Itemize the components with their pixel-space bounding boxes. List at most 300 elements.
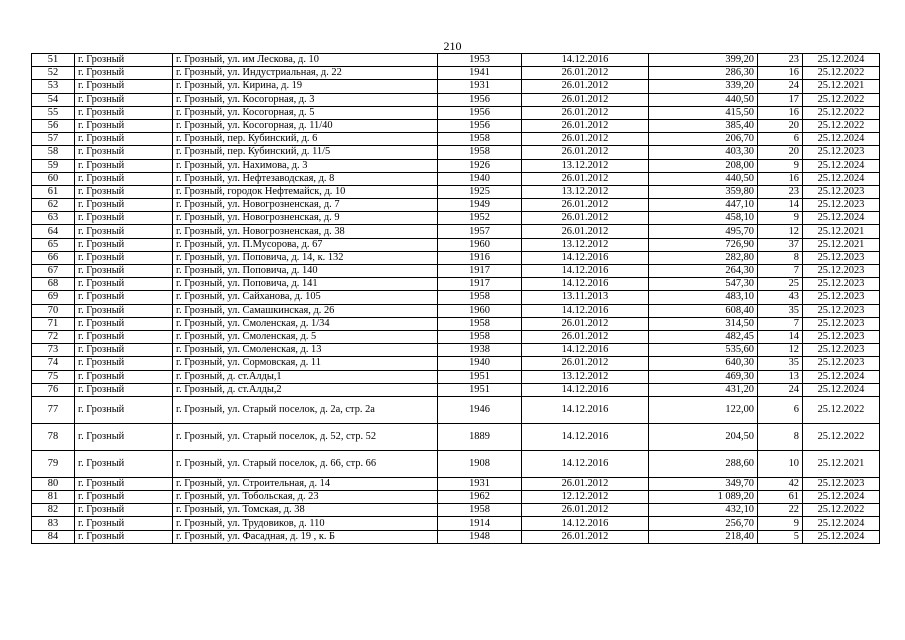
year-built-cell: 1914 (438, 517, 522, 530)
address-cell: г. Грозный, ул. Новогрозненская, д. 7 (173, 199, 438, 212)
due-date-cell: 25.12.2023 (803, 291, 880, 304)
city-cell: г. Грозный (75, 278, 173, 291)
count-cell: 22 (758, 504, 803, 517)
area-cell: 206,70 (649, 133, 758, 146)
address-cell: г. Грозный, ул. Старый поселок, д. 66, стр. 66 (173, 450, 438, 477)
row-number: 68 (32, 278, 75, 291)
area-cell: 339,20 (649, 80, 758, 93)
area-cell: 385,40 (649, 119, 758, 132)
area-cell: 458,10 (649, 212, 758, 225)
row-number: 71 (32, 317, 75, 330)
address-cell: г. Грозный, ул. Нефтезаводская, д. 8 (173, 172, 438, 185)
table-row (32, 133, 880, 146)
table-row (32, 317, 880, 330)
row-number: 80 (32, 477, 75, 490)
date-cell: 13.12.2012 (522, 185, 649, 198)
table-row (32, 80, 880, 93)
address-cell: г. Грозный, ул. Фасадная, д. 19 , к. Б (173, 530, 438, 543)
due-date-cell: 25.12.2024 (803, 383, 880, 396)
table-row (32, 225, 880, 238)
year-built-cell: 1931 (438, 477, 522, 490)
row-number: 73 (32, 344, 75, 357)
row-number: 84 (32, 530, 75, 543)
address-cell: г. Грозный, городок Нефтемайск, д. 10 (173, 185, 438, 198)
row-number: 51 (32, 54, 75, 67)
due-date-cell: 25.12.2022 (803, 504, 880, 517)
city-cell: г. Грозный (75, 530, 173, 543)
date-cell: 14.12.2016 (522, 251, 649, 264)
due-date-cell: 25.12.2021 (803, 225, 880, 238)
date-cell: 26.01.2012 (522, 212, 649, 225)
table-row (32, 530, 880, 543)
area-cell: 469,30 (649, 370, 758, 383)
area-cell: 1 089,20 (649, 491, 758, 504)
due-date-cell: 25.12.2023 (803, 330, 880, 343)
table-row (32, 423, 880, 450)
due-date-cell: 25.12.2024 (803, 491, 880, 504)
count-cell: 35 (758, 304, 803, 317)
row-number: 63 (32, 212, 75, 225)
year-built-cell: 1958 (438, 330, 522, 343)
table-row (32, 304, 880, 317)
due-date-cell: 25.12.2021 (803, 80, 880, 93)
city-cell: г. Грозный (75, 93, 173, 106)
row-number: 78 (32, 423, 75, 450)
city-cell: г. Грозный (75, 330, 173, 343)
row-number: 67 (32, 265, 75, 278)
table-row (32, 106, 880, 119)
city-cell: г. Грозный (75, 304, 173, 317)
count-cell: 16 (758, 106, 803, 119)
address-cell: г. Грозный, ул. Смоленская, д. 13 (173, 344, 438, 357)
area-cell: 204,50 (649, 423, 758, 450)
row-number: 70 (32, 304, 75, 317)
count-cell: 14 (758, 199, 803, 212)
due-date-cell: 25.12.2021 (803, 238, 880, 251)
year-built-cell: 1962 (438, 491, 522, 504)
city-cell: г. Грозный (75, 357, 173, 370)
area-cell: 640,30 (649, 357, 758, 370)
table-row (32, 238, 880, 251)
city-cell: г. Грозный (75, 199, 173, 212)
area-cell: 415,50 (649, 106, 758, 119)
address-cell: г. Грозный, ул. Косогорная, д. 5 (173, 106, 438, 119)
row-number: 81 (32, 491, 75, 504)
area-cell: 122,00 (649, 396, 758, 423)
row-number: 57 (32, 133, 75, 146)
area-cell: 483,10 (649, 291, 758, 304)
table-row (32, 491, 880, 504)
row-number: 60 (32, 172, 75, 185)
count-cell: 23 (758, 185, 803, 198)
city-cell: г. Грозный (75, 450, 173, 477)
address-cell: г. Грозный, ул. П.Мусорова, д. 67 (173, 238, 438, 251)
city-cell: г. Грозный (75, 491, 173, 504)
year-built-cell: 1916 (438, 251, 522, 264)
row-number: 55 (32, 106, 75, 119)
count-cell: 7 (758, 265, 803, 278)
row-number: 75 (32, 370, 75, 383)
row-number: 64 (32, 225, 75, 238)
area-cell: 286,30 (649, 67, 758, 80)
city-cell: г. Грозный (75, 119, 173, 132)
date-cell: 14.12.2016 (522, 54, 649, 67)
date-cell: 13.11.2013 (522, 291, 649, 304)
city-cell: г. Грозный (75, 383, 173, 396)
area-cell: 349,70 (649, 477, 758, 490)
count-cell: 12 (758, 225, 803, 238)
count-cell: 8 (758, 423, 803, 450)
year-built-cell: 1940 (438, 357, 522, 370)
address-cell: г. Грозный, ул. Трудовиков, д. 110 (173, 517, 438, 530)
count-cell: 43 (758, 291, 803, 304)
count-cell: 9 (758, 517, 803, 530)
count-cell: 8 (758, 251, 803, 264)
date-cell: 26.01.2012 (522, 199, 649, 212)
date-cell: 13.12.2012 (522, 238, 649, 251)
table-row (32, 477, 880, 490)
count-cell: 17 (758, 93, 803, 106)
table-body (32, 54, 880, 544)
year-built-cell: 1960 (438, 238, 522, 251)
date-cell: 26.01.2012 (522, 330, 649, 343)
year-built-cell: 1951 (438, 370, 522, 383)
row-number: 83 (32, 517, 75, 530)
city-cell: г. Грозный (75, 504, 173, 517)
date-cell: 26.01.2012 (522, 80, 649, 93)
due-date-cell: 25.12.2022 (803, 93, 880, 106)
due-date-cell: 25.12.2024 (803, 172, 880, 185)
city-cell: г. Грозный (75, 396, 173, 423)
count-cell: 6 (758, 133, 803, 146)
table-row (32, 450, 880, 477)
row-number: 69 (32, 291, 75, 304)
address-cell: г. Грозный, д. ст.Алды,1 (173, 370, 438, 383)
address-cell: г. Грозный, ул. Кирина, д. 19 (173, 80, 438, 93)
address-cell: г. Грозный, ул. Томская, д. 38 (173, 504, 438, 517)
date-cell: 26.01.2012 (522, 119, 649, 132)
city-cell: г. Грозный (75, 291, 173, 304)
area-cell: 282,80 (649, 251, 758, 264)
due-date-cell: 25.12.2023 (803, 344, 880, 357)
count-cell: 35 (758, 357, 803, 370)
date-cell: 26.01.2012 (522, 317, 649, 330)
address-cell: г. Грозный, ул. Индустриальная, д. 22 (173, 67, 438, 80)
row-number: 77 (32, 396, 75, 423)
row-number: 61 (32, 185, 75, 198)
row-number: 79 (32, 450, 75, 477)
due-date-cell: 25.12.2022 (803, 423, 880, 450)
count-cell: 16 (758, 67, 803, 80)
table-row (32, 265, 880, 278)
date-cell: 26.01.2012 (522, 146, 649, 159)
year-built-cell: 1917 (438, 278, 522, 291)
count-cell: 9 (758, 212, 803, 225)
due-date-cell: 25.12.2023 (803, 251, 880, 264)
count-cell: 25 (758, 278, 803, 291)
row-number: 53 (32, 80, 75, 93)
city-cell: г. Грозный (75, 172, 173, 185)
city-cell: г. Грозный (75, 265, 173, 278)
table-row (32, 119, 880, 132)
address-cell: г. Грозный, ул. Смоленская, д. 5 (173, 330, 438, 343)
table-row (32, 370, 880, 383)
area-cell: 482,45 (649, 330, 758, 343)
year-built-cell: 1931 (438, 80, 522, 93)
date-cell: 26.01.2012 (522, 93, 649, 106)
area-cell: 447,10 (649, 199, 758, 212)
address-cell: г. Грозный, ул. Косогорная, д. 3 (173, 93, 438, 106)
date-cell: 26.01.2012 (522, 133, 649, 146)
address-cell: г. Грозный, ул. Новогрозненская, д. 38 (173, 225, 438, 238)
date-cell: 14.12.2016 (522, 423, 649, 450)
area-cell: 535,60 (649, 344, 758, 357)
area-cell: 440,50 (649, 93, 758, 106)
table-row (32, 344, 880, 357)
due-date-cell: 25.12.2024 (803, 212, 880, 225)
date-cell: 26.01.2012 (522, 504, 649, 517)
address-cell: г. Грозный, ул. Смоленская, д. 1/34 (173, 317, 438, 330)
table-row (32, 185, 880, 198)
table-row (32, 278, 880, 291)
year-built-cell: 1926 (438, 159, 522, 172)
year-built-cell: 1941 (438, 67, 522, 80)
year-built-cell: 1946 (438, 396, 522, 423)
address-cell: г. Грозный, ул. Тобольская, д. 23 (173, 491, 438, 504)
address-cell: г. Грозный, ул. Поповича, д. 140 (173, 265, 438, 278)
count-cell: 20 (758, 146, 803, 159)
due-date-cell: 25.12.2023 (803, 265, 880, 278)
date-cell: 14.12.2016 (522, 517, 649, 530)
due-date-cell: 25.12.2024 (803, 370, 880, 383)
row-number: 52 (32, 67, 75, 80)
date-cell: 26.01.2012 (522, 172, 649, 185)
year-built-cell: 1953 (438, 54, 522, 67)
year-built-cell: 1908 (438, 450, 522, 477)
area-cell: 495,70 (649, 225, 758, 238)
due-date-cell: 25.12.2023 (803, 278, 880, 291)
row-number: 54 (32, 93, 75, 106)
housing-registry-table (31, 53, 880, 544)
count-cell: 13 (758, 370, 803, 383)
area-cell: 432,10 (649, 504, 758, 517)
date-cell: 13.12.2012 (522, 370, 649, 383)
count-cell: 6 (758, 396, 803, 423)
table-row (32, 159, 880, 172)
count-cell: 24 (758, 80, 803, 93)
area-cell: 399,20 (649, 54, 758, 67)
page-number: 210 (443, 39, 462, 53)
address-cell: г. Грозный, ул. Сормовская, д. 11 (173, 357, 438, 370)
date-cell: 26.01.2012 (522, 357, 649, 370)
year-built-cell: 1960 (438, 304, 522, 317)
address-cell: г. Грозный, пер. Кубинский, д. 6 (173, 133, 438, 146)
address-cell: г. Грозный, д. ст.Алды,2 (173, 383, 438, 396)
table-row (32, 67, 880, 80)
area-cell: 288,60 (649, 450, 758, 477)
date-cell: 14.12.2016 (522, 450, 649, 477)
table-row (32, 330, 880, 343)
year-built-cell: 1952 (438, 212, 522, 225)
due-date-cell: 25.12.2022 (803, 67, 880, 80)
year-built-cell: 1957 (438, 225, 522, 238)
table-row (32, 383, 880, 396)
table-row (32, 146, 880, 159)
year-built-cell: 1948 (438, 530, 522, 543)
address-cell: г. Грозный, ул. Поповича, д. 14, к. 132 (173, 251, 438, 264)
year-built-cell: 1940 (438, 172, 522, 185)
year-built-cell: 1958 (438, 133, 522, 146)
year-built-cell: 1949 (438, 199, 522, 212)
row-number: 74 (32, 357, 75, 370)
due-date-cell: 25.12.2024 (803, 530, 880, 543)
row-number: 65 (32, 238, 75, 251)
count-cell: 9 (758, 159, 803, 172)
area-cell: 726,90 (649, 238, 758, 251)
due-date-cell: 25.12.2022 (803, 106, 880, 119)
row-number: 66 (32, 251, 75, 264)
row-number: 59 (32, 159, 75, 172)
table-row (32, 54, 880, 67)
table-row (32, 251, 880, 264)
row-number: 72 (32, 330, 75, 343)
date-cell: 14.12.2016 (522, 265, 649, 278)
city-cell: г. Грозный (75, 146, 173, 159)
due-date-cell: 25.12.2024 (803, 54, 880, 67)
city-cell: г. Грозный (75, 517, 173, 530)
area-cell: 264,30 (649, 265, 758, 278)
table-row (32, 396, 880, 423)
address-cell: г. Грозный, ул. Поповича, д. 141 (173, 278, 438, 291)
year-built-cell: 1889 (438, 423, 522, 450)
due-date-cell: 25.12.2024 (803, 159, 880, 172)
date-cell: 13.12.2012 (522, 159, 649, 172)
date-cell: 14.12.2016 (522, 396, 649, 423)
year-built-cell: 1956 (438, 93, 522, 106)
table-row (32, 172, 880, 185)
table-row (32, 517, 880, 530)
date-cell: 26.01.2012 (522, 477, 649, 490)
address-cell: г. Грозный, ул. Косогорная, д. 11/40 (173, 119, 438, 132)
date-cell: 14.12.2016 (522, 344, 649, 357)
count-cell: 10 (758, 450, 803, 477)
table-row (32, 291, 880, 304)
year-built-cell: 1917 (438, 265, 522, 278)
due-date-cell: 25.12.2021 (803, 450, 880, 477)
address-cell: г. Грозный, ул. Сайханова, д. 105 (173, 291, 438, 304)
date-cell: 14.12.2016 (522, 278, 649, 291)
due-date-cell: 25.12.2023 (803, 199, 880, 212)
year-built-cell: 1925 (438, 185, 522, 198)
year-built-cell: 1951 (438, 383, 522, 396)
year-built-cell: 1958 (438, 317, 522, 330)
count-cell: 37 (758, 238, 803, 251)
due-date-cell: 25.12.2023 (803, 477, 880, 490)
city-cell: г. Грозный (75, 106, 173, 119)
date-cell: 26.01.2012 (522, 225, 649, 238)
address-cell: г. Грозный, ул. Самашкинская, д. 26 (173, 304, 438, 317)
city-cell: г. Грозный (75, 477, 173, 490)
row-number: 58 (32, 146, 75, 159)
city-cell: г. Грозный (75, 80, 173, 93)
due-date-cell: 25.12.2023 (803, 317, 880, 330)
city-cell: г. Грозный (75, 133, 173, 146)
area-cell: 431,20 (649, 383, 758, 396)
city-cell: г. Грозный (75, 67, 173, 80)
city-cell: г. Грозный (75, 159, 173, 172)
address-cell: г. Грозный, ул. Старый поселок, д. 52, стр. 52 (173, 423, 438, 450)
area-cell: 256,70 (649, 517, 758, 530)
count-cell: 42 (758, 477, 803, 490)
count-cell: 14 (758, 330, 803, 343)
date-cell: 26.01.2012 (522, 67, 649, 80)
city-cell: г. Грозный (75, 238, 173, 251)
address-cell: г. Грозный, пер. Кубинский, д. 11/5 (173, 146, 438, 159)
date-cell: 26.01.2012 (522, 106, 649, 119)
due-date-cell: 25.12.2022 (803, 396, 880, 423)
row-number: 62 (32, 199, 75, 212)
address-cell: г. Грозный, ул. Новогрозненская, д. 9 (173, 212, 438, 225)
date-cell: 14.12.2016 (522, 304, 649, 317)
city-cell: г. Грозный (75, 344, 173, 357)
area-cell: 608,40 (649, 304, 758, 317)
due-date-cell: 25.12.2024 (803, 133, 880, 146)
table-row (32, 93, 880, 106)
city-cell: г. Грозный (75, 225, 173, 238)
city-cell: г. Грозный (75, 212, 173, 225)
city-cell: г. Грозный (75, 54, 173, 67)
year-built-cell: 1958 (438, 291, 522, 304)
area-cell: 359,80 (649, 185, 758, 198)
count-cell: 24 (758, 383, 803, 396)
count-cell: 20 (758, 119, 803, 132)
year-built-cell: 1956 (438, 119, 522, 132)
date-cell: 12.12.2012 (522, 491, 649, 504)
area-cell: 547,30 (649, 278, 758, 291)
area-cell: 208,00 (649, 159, 758, 172)
row-number: 56 (32, 119, 75, 132)
city-cell: г. Грозный (75, 423, 173, 450)
due-date-cell: 25.12.2023 (803, 304, 880, 317)
table-row (32, 357, 880, 370)
due-date-cell: 25.12.2023 (803, 357, 880, 370)
count-cell: 61 (758, 491, 803, 504)
due-date-cell: 25.12.2022 (803, 119, 880, 132)
table-row (32, 199, 880, 212)
address-cell: г. Грозный, ул. Старый поселок, д. 2а, стр. 2а (173, 396, 438, 423)
address-cell: г. Грозный, ул. Нахимова, д. 3 (173, 159, 438, 172)
count-cell: 7 (758, 317, 803, 330)
row-number: 82 (32, 504, 75, 517)
count-cell: 23 (758, 54, 803, 67)
area-cell: 440,50 (649, 172, 758, 185)
year-built-cell: 1958 (438, 146, 522, 159)
year-built-cell: 1938 (438, 344, 522, 357)
address-cell: г. Грозный, ул. им Лескова, д. 10 (173, 54, 438, 67)
due-date-cell: 25.12.2024 (803, 517, 880, 530)
year-built-cell: 1956 (438, 106, 522, 119)
count-cell: 16 (758, 172, 803, 185)
year-built-cell: 1958 (438, 504, 522, 517)
date-cell: 26.01.2012 (522, 530, 649, 543)
count-cell: 5 (758, 530, 803, 543)
table-row (32, 504, 880, 517)
area-cell: 403,30 (649, 146, 758, 159)
count-cell: 12 (758, 344, 803, 357)
date-cell: 14.12.2016 (522, 383, 649, 396)
address-cell: г. Грозный, ул. Строительная, д. 14 (173, 477, 438, 490)
city-cell: г. Грозный (75, 370, 173, 383)
